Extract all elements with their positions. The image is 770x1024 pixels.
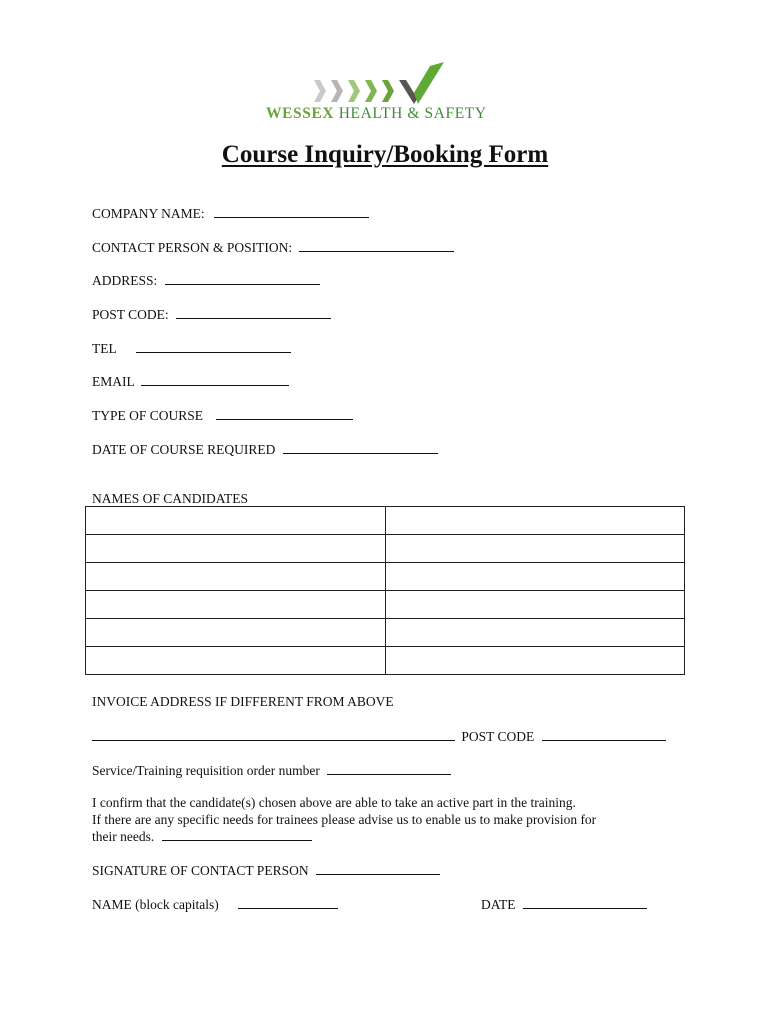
invoice-address-row bbox=[92, 728, 666, 745]
candidate-name-cell[interactable] bbox=[86, 535, 386, 563]
signature-label: SIGNATURE OF CONTACT PERSON bbox=[92, 863, 309, 878]
special-needs-field[interactable] bbox=[162, 828, 312, 841]
date-field[interactable] bbox=[523, 896, 647, 909]
requisition-field[interactable] bbox=[327, 762, 451, 775]
table-row bbox=[86, 535, 685, 563]
candidates-table bbox=[85, 506, 685, 675]
email-field[interactable] bbox=[141, 373, 289, 386]
signature-field[interactable] bbox=[316, 862, 440, 875]
post-code-row bbox=[92, 306, 331, 323]
date-of-course-field[interactable] bbox=[283, 441, 438, 454]
tel-field[interactable] bbox=[136, 340, 291, 353]
type-of-course-row bbox=[92, 407, 353, 424]
chevron-check-logo-icon bbox=[310, 60, 470, 104]
candidate-name-cell[interactable] bbox=[86, 591, 386, 619]
type-of-course-field[interactable] bbox=[216, 407, 353, 420]
confirm-line-3: their needs. bbox=[92, 829, 155, 844]
name-field[interactable] bbox=[238, 896, 338, 909]
confirmation-text bbox=[92, 795, 692, 846]
name-label: NAME (block capitals) bbox=[92, 897, 219, 912]
type-of-course-label: TYPE OF COURSE bbox=[92, 408, 204, 423]
logo-text bbox=[266, 105, 504, 123]
candidate-name-cell[interactable] bbox=[86, 507, 386, 535]
confirm-line-2: If there are any specific needs for trainees please advise us to enable us to make provision for bbox=[92, 811, 597, 827]
candidates-heading: NAMES OF CANDIDATES bbox=[92, 491, 249, 506]
candidate-name-cell[interactable] bbox=[385, 591, 685, 619]
confirm-line-1: I confirm that the candidate(s) chosen above are able to take an active part in the training. bbox=[92, 795, 576, 810]
candidate-name-cell[interactable] bbox=[86, 563, 386, 591]
candidate-name-cell[interactable] bbox=[385, 647, 685, 675]
candidate-name-cell[interactable] bbox=[86, 619, 386, 647]
company-name-field[interactable] bbox=[214, 205, 369, 218]
invoice-heading: INVOICE ADDRESS IF DIFFERENT FROM ABOVE bbox=[92, 694, 394, 709]
contact-person-label: CONTACT PERSON & POSITION: bbox=[92, 240, 293, 255]
page-title: Course Inquiry/Booking Form bbox=[221, 141, 549, 168]
date-of-course-label: DATE OF COURSE REQUIRED bbox=[92, 442, 276, 457]
requisition-label: Service/Training requisition order number bbox=[92, 763, 320, 778]
invoice-post-code-field[interactable] bbox=[542, 728, 666, 741]
table-row bbox=[86, 507, 685, 535]
name-row bbox=[92, 896, 338, 913]
company-name-label: COMPANY NAME: bbox=[92, 206, 205, 221]
confirm-line-3-row bbox=[92, 828, 692, 846]
candidate-name-cell[interactable] bbox=[385, 619, 685, 647]
requisition-row bbox=[92, 762, 451, 779]
company-logo bbox=[262, 58, 504, 128]
table-row bbox=[86, 619, 685, 647]
tel-row bbox=[92, 340, 291, 357]
candidate-name-cell[interactable] bbox=[385, 563, 685, 591]
contact-person-field[interactable] bbox=[299, 239, 454, 252]
company-name-row bbox=[92, 205, 369, 222]
candidate-name-cell[interactable] bbox=[385, 507, 685, 535]
address-label: ADDRESS: bbox=[92, 273, 158, 288]
logo-word-health-safety: HEALTH & SAFETY bbox=[338, 105, 487, 122]
table-row bbox=[86, 563, 685, 591]
address-row bbox=[92, 272, 320, 289]
address-field[interactable] bbox=[165, 272, 320, 285]
date-label: DATE bbox=[481, 897, 516, 912]
logo-word-wessex: WESSEX bbox=[266, 105, 335, 122]
invoice-address-field[interactable] bbox=[92, 728, 455, 741]
invoice-post-code-label: POST CODE bbox=[461, 729, 535, 744]
tel-label: TEL bbox=[92, 341, 117, 356]
table-row bbox=[86, 591, 685, 619]
date-row bbox=[481, 896, 647, 913]
candidate-name-cell[interactable] bbox=[86, 647, 386, 675]
email-row bbox=[92, 373, 289, 390]
signature-row bbox=[92, 862, 440, 879]
post-code-field[interactable] bbox=[176, 306, 331, 319]
email-label: EMAIL bbox=[92, 374, 135, 389]
post-code-label: POST CODE: bbox=[92, 307, 169, 322]
date-of-course-row bbox=[92, 441, 438, 458]
candidate-name-cell[interactable] bbox=[385, 535, 685, 563]
contact-person-row bbox=[92, 239, 454, 256]
table-row bbox=[86, 647, 685, 675]
